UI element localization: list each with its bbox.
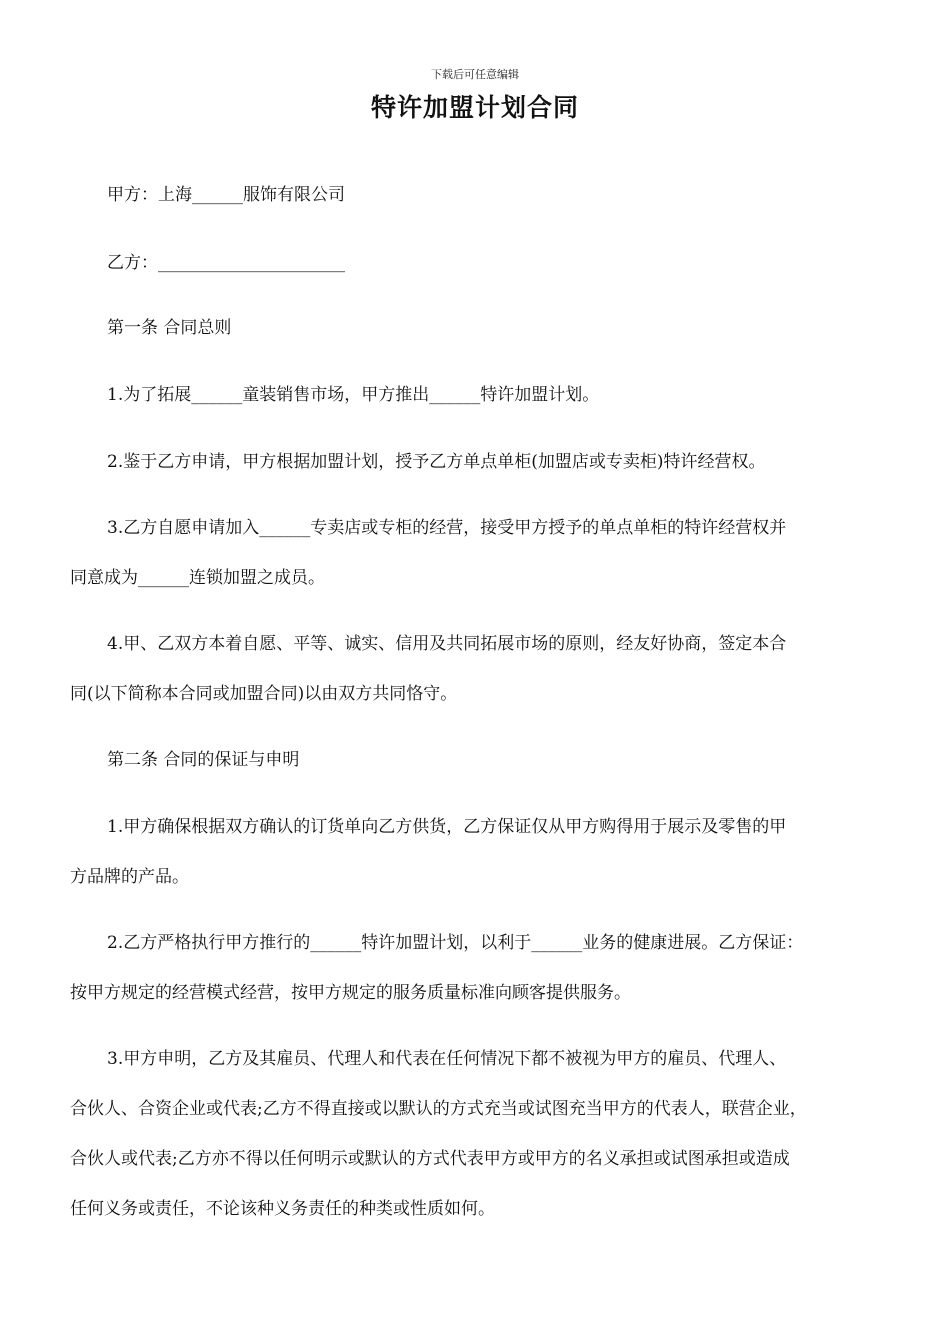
article-1-clause-3-cont: 同意成为______连锁加盟之成员。 bbox=[70, 568, 325, 588]
article-2-clause-1-cont: 方品牌的产品。 bbox=[70, 867, 189, 887]
header-note: 下载后可任意编辑 bbox=[431, 68, 519, 81]
article-1-clause-4: 4.甲、乙双方本着自愿、平等、诚实、信用及共同拓展市场的原则，经友好协商，签定本合 bbox=[107, 634, 787, 654]
article-2-clause-3-cont-1: 合伙人、合资企业或代表;乙方不得直接或以默认的方式充当或试图充当甲方的代表人，联营企业， bbox=[70, 1099, 807, 1119]
article-1-heading: 第一条 合同总则 bbox=[107, 318, 232, 338]
article-2-clause-1: 1.甲方确保根据双方确认的订货单向乙方供货，乙方保证仅从甲方购得用于展示及零售的甲 bbox=[107, 817, 787, 837]
article-2-clause-2: 2.乙方严格执行甲方推行的______特许加盟计划，以利于______业务的健康进展。乙方保证： bbox=[107, 933, 804, 953]
article-2-clause-3: 3.甲方申明，乙方及其雇员、代理人和代表在任何情况下都不被视为甲方的雇员、代理人、 bbox=[107, 1049, 787, 1069]
article-2-heading: 第二条 合同的保证与申明 bbox=[107, 750, 300, 770]
article-1-clause-3: 3.乙方自愿申请加入______专卖店或专柜的经营，接受甲方授予的单点单柜的特许经营权并 bbox=[107, 518, 787, 538]
article-2-clause-3-cont-2: 合伙人或代表;乙方亦不得以任何明示或默认的方式代表甲方或甲方的名义承担或试图承担或造成 bbox=[70, 1149, 790, 1169]
article-1-clause-1: 1.为了拓展______童装销售市场，甲方推出______特许加盟计划。 bbox=[107, 385, 600, 405]
party-b-line: 乙方：______________________ bbox=[107, 253, 345, 273]
article-1-clause-4-cont: 同(以下简称本合同或加盟合同)以由双方共同恪守。 bbox=[70, 684, 458, 704]
article-2-clause-3-cont-3: 任何义务或责任，不论该种义务责任的种类或性质如何。 bbox=[70, 1199, 495, 1219]
article-2-clause-2-cont: 按甲方规定的经营模式经营，按甲方规定的服务质量标准向顾客提供服务。 bbox=[70, 983, 631, 1003]
document-title: 特许加盟计划合同 bbox=[370, 93, 579, 122]
party-a-line: 甲方：上海______服饰有限公司 bbox=[107, 185, 345, 205]
article-1-clause-2: 2.鉴于乙方申请，甲方根据加盟计划，授予乙方单点单柜(加盟店或专卖柜)特许经营权。 bbox=[107, 452, 766, 472]
